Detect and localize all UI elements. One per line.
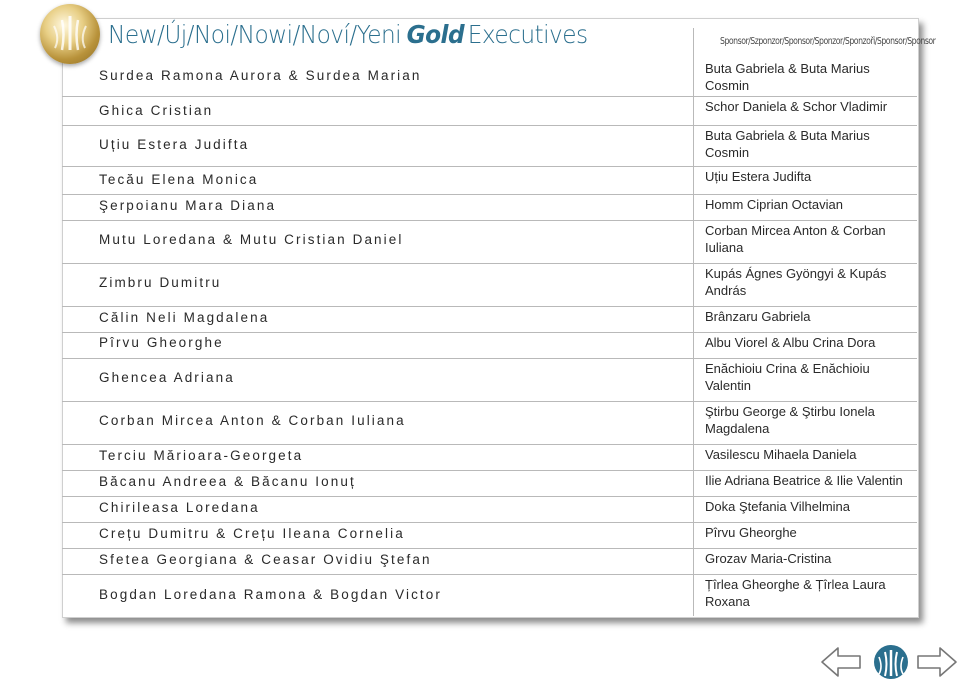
table-row bbox=[62, 166, 917, 195]
executive-name: Pîrvu Gheorghe bbox=[99, 335, 224, 350]
table-row bbox=[62, 194, 917, 221]
table-row bbox=[62, 263, 917, 307]
title-suffix: Executives bbox=[467, 20, 588, 49]
table-row bbox=[62, 548, 917, 575]
sponsor-name: Buta Gabriela & Buta Marius Cosmin bbox=[705, 128, 870, 160]
table-row bbox=[62, 444, 917, 471]
executive-name: Terciu Mărioara-Georgeta bbox=[99, 448, 304, 463]
executive-name: Surdea Ramona Aurora & Surdea Marian bbox=[99, 68, 422, 83]
table-row bbox=[62, 401, 917, 445]
sponsor-name: Țîrlea Gheorghe & Țîrlea Laura Roxana bbox=[705, 577, 886, 609]
table-row bbox=[62, 125, 917, 167]
table-row bbox=[62, 332, 917, 359]
title-gold: Gold bbox=[406, 20, 465, 49]
sponsor-name: Uțiu Estera Judifta bbox=[705, 169, 812, 184]
sponsor-name: Grozav Maria-Cristina bbox=[705, 551, 832, 566]
executive-name: Uțiu Estera Judifta bbox=[99, 137, 250, 152]
page-title bbox=[108, 20, 588, 49]
sponsor-name: Homm Ciprian Octavian bbox=[705, 197, 843, 212]
table-row bbox=[62, 96, 917, 126]
executive-name: Zimbru Dumitru bbox=[99, 275, 222, 290]
executive-name: Chirileasa Loredana bbox=[99, 500, 260, 515]
sponsor-name: Corban Mircea Anton & Corban Iuliana bbox=[705, 223, 886, 255]
executive-name: Şerpoianu Mara Diana bbox=[99, 198, 277, 213]
sponsor-name: Kupás Ágnes Gyöngyi & Kupás András bbox=[705, 266, 887, 298]
sponsor-name: Doka Ştefania Vilhelmina bbox=[705, 499, 851, 514]
table-row bbox=[62, 306, 917, 333]
table-row bbox=[62, 522, 917, 549]
sponsor-name: Schor Daniela & Schor Vladimir bbox=[705, 99, 888, 114]
title-prefix: New/Új/Noi/Nowi/Noví/Yeni bbox=[108, 20, 402, 49]
sponsor-name: Ilie Adriana Beatrice & Ilie Valentin bbox=[705, 473, 903, 488]
sponsor-name: Vasilescu Mihaela Daniela bbox=[705, 447, 857, 462]
table-row bbox=[62, 358, 917, 402]
arrow-left-icon[interactable] bbox=[820, 645, 862, 679]
executive-name: Mutu Loredana & Mutu Cristian Daniel bbox=[99, 232, 404, 247]
sponsor-name: Buta Gabriela & Buta Marius Cosmin bbox=[705, 61, 870, 93]
sponsor-name: Albu Viorel & Albu Crina Dora bbox=[705, 335, 876, 350]
table-row bbox=[62, 574, 917, 616]
arrow-right-icon[interactable] bbox=[916, 645, 958, 679]
table-row bbox=[62, 58, 917, 97]
table-row bbox=[62, 496, 917, 523]
executive-name: Bogdan Loredana Ramona & Bogdan Victor bbox=[99, 587, 442, 602]
executive-name: Băcanu Andreea & Băcanu Ionuț bbox=[99, 474, 356, 489]
executive-name: Corban Mircea Anton & Corban Iuliana bbox=[99, 413, 406, 428]
brand-logo-icon bbox=[40, 4, 100, 64]
executive-name: Călin Neli Magdalena bbox=[99, 310, 270, 325]
executive-name: Crețu Dumitru & Crețu Ileana Cornelia bbox=[99, 526, 405, 541]
table-row bbox=[62, 470, 917, 497]
sponsor-name: Ştirbu George & Ştirbu Ionela Magdalena bbox=[705, 404, 875, 436]
executive-name: Tecău Elena Monica bbox=[99, 172, 259, 187]
sponsor-name: Brânzaru Gabriela bbox=[705, 309, 811, 324]
sponsor-column-header: Sponsor/Szponzor/Sponsor/Sponzor/Sponzoři/Sponsor/Sponsor bbox=[720, 36, 936, 47]
table-row bbox=[62, 220, 917, 264]
sponsor-name: Pîrvu Gheorghe bbox=[705, 525, 797, 540]
sponsor-name: Enăchioiu Crina & Enăchioiu Valentin bbox=[705, 361, 870, 393]
executive-name: Ghica Cristian bbox=[99, 103, 214, 118]
executive-name: Ghencea Adriana bbox=[99, 370, 235, 385]
home-logo-icon[interactable] bbox=[870, 642, 912, 682]
executive-name: Sfetea Georgiana & Ceasar Ovidiu Ştefan bbox=[99, 552, 432, 567]
